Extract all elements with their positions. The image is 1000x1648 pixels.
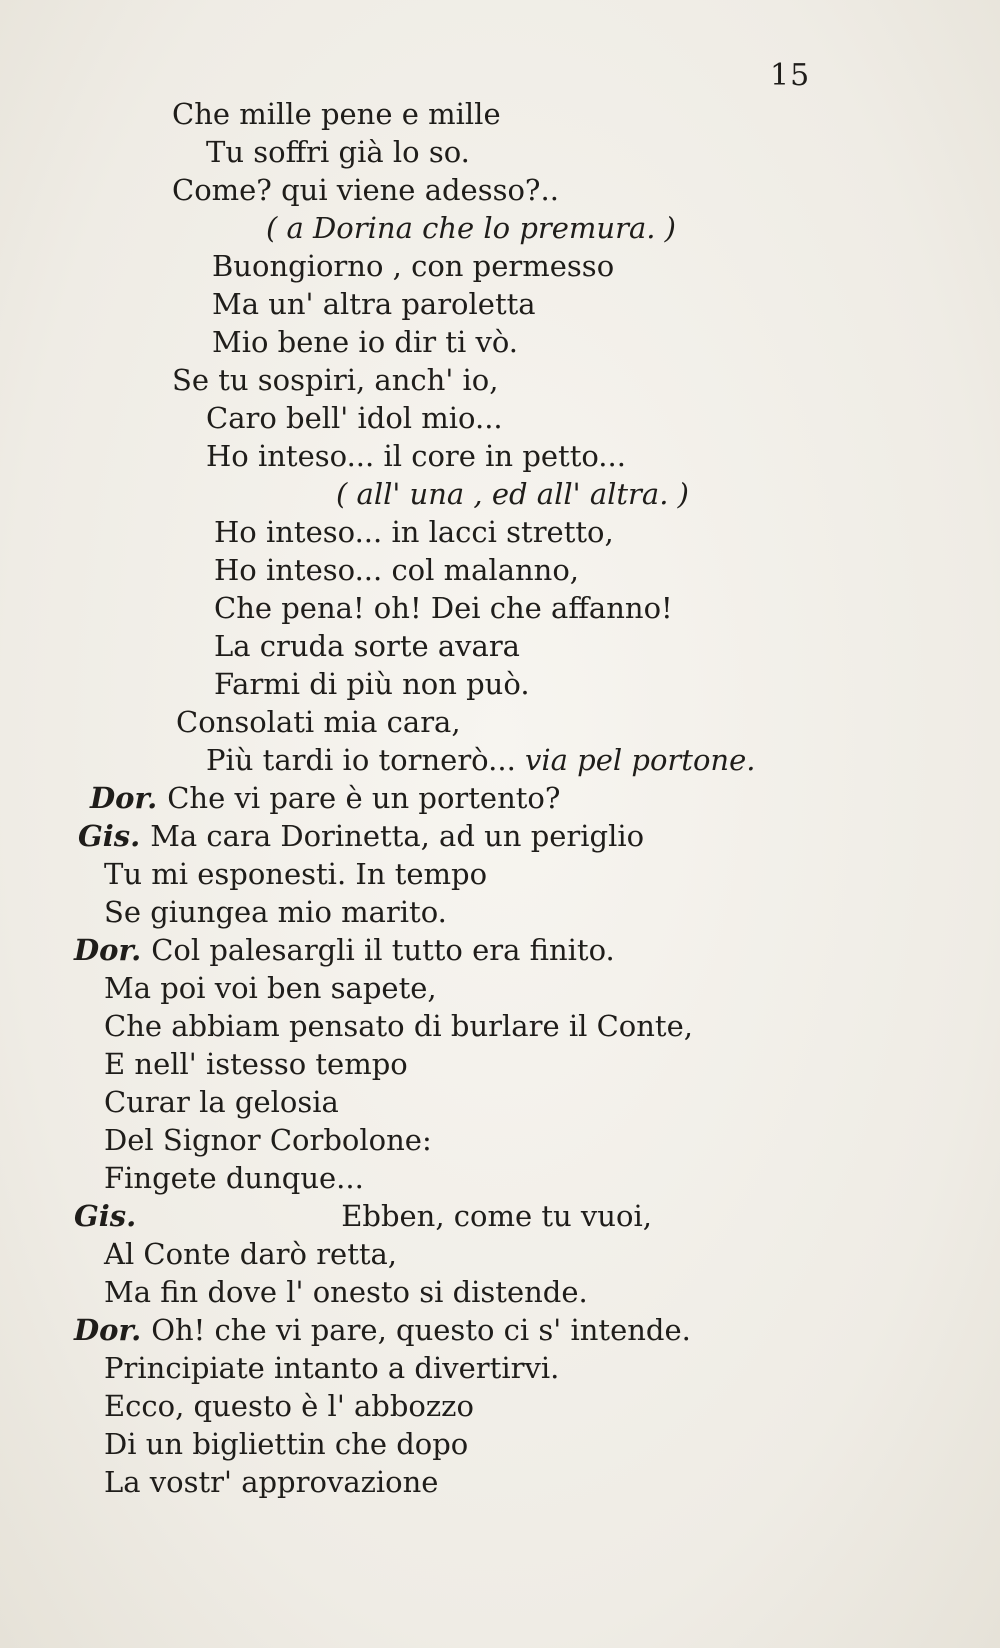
line-text: Fingete dunque... <box>104 1161 364 1195</box>
text-line <box>104 970 437 1006</box>
line-text: Ma cara Dorinetta, ad un periglio <box>150 819 645 853</box>
speaker-label: Gis. <box>78 819 141 853</box>
line-text: Tu mi esponesti. In tempo <box>104 857 488 891</box>
text-line <box>214 666 530 702</box>
dialogue-line <box>78 818 644 854</box>
dialogue-line <box>90 780 560 816</box>
line-text: Di un bigliettin che dopo <box>104 1427 469 1461</box>
text-line <box>172 362 498 398</box>
text-line <box>212 248 614 284</box>
text-line <box>104 1464 438 1500</box>
line-text: Più tardi io tornerò... <box>206 743 516 777</box>
speaker-label: Gis. <box>74 1199 137 1233</box>
text-line <box>214 552 579 588</box>
text-line <box>214 628 520 664</box>
text-line <box>172 96 501 132</box>
speaker-label: Dor. <box>74 1313 142 1347</box>
line-text: Che pena! oh! Dei che affanno! <box>214 591 673 625</box>
line-text: Consolati mia cara, <box>176 705 461 739</box>
line-text: Curar la gelosia <box>104 1085 339 1119</box>
text-line <box>176 704 461 740</box>
line-text: Buongiorno , con permesso <box>212 249 615 283</box>
line-text: Al Conte darò retta, <box>104 1237 398 1271</box>
line-text: Ecco, questo è l' abbozzo <box>104 1389 474 1423</box>
text-line <box>104 1046 408 1082</box>
line-text: Che abbiam pensato di burlare il Conte, <box>104 1009 693 1043</box>
line-text: Ma poi voi ben sapete, <box>104 971 437 1005</box>
line-text: Ma un' altra paroletta <box>212 287 536 321</box>
line-text: Ho inteso... col malanno, <box>214 553 580 587</box>
line-text: Ho inteso... il core in petto... <box>206 439 626 473</box>
speaker-label: Dor. <box>90 781 158 815</box>
text-line <box>172 172 559 208</box>
text-line <box>212 286 536 322</box>
text-line <box>206 134 470 170</box>
line-text: Del Signor Corbolone: <box>104 1123 432 1157</box>
line-text: Che vi pare è un portento? <box>167 781 561 815</box>
line-text: Ebben, come tu vuoi, <box>341 1199 652 1233</box>
text-line <box>104 1008 693 1044</box>
text-line <box>104 1236 397 1272</box>
text-line <box>104 856 487 892</box>
text-line <box>214 590 673 626</box>
line-text: Come? qui viene adesso?.. <box>172 173 559 207</box>
text-line <box>206 438 626 474</box>
stage-direction <box>336 476 689 512</box>
line-text: Ho inteso... in lacci stretto, <box>214 515 614 549</box>
text-line <box>206 400 503 436</box>
page-number: 15 <box>770 58 811 93</box>
dialogue-line <box>74 932 615 968</box>
line-text: Col palesargli il tutto era finito. <box>151 933 615 967</box>
text-line <box>214 514 614 550</box>
line-text: ( all' una , ed all' altra. ) <box>336 477 689 511</box>
dialogue-line <box>74 1198 652 1234</box>
line-text: La vostr' approvazione <box>104 1465 439 1499</box>
line-text: Se giungea mio marito. <box>104 895 447 929</box>
line-text: Caro bell' idol mio... <box>206 401 503 435</box>
line-text: Che mille pene e mille <box>172 97 501 131</box>
line-text: E nell' istesso tempo <box>104 1047 408 1081</box>
line-text: ( a Dorina che lo premura. ) <box>266 211 676 245</box>
line-text: Oh! che vi pare, questo ci s' intende. <box>151 1313 691 1347</box>
stage-direction <box>266 210 676 246</box>
line-text: Farmi di più non può. <box>214 667 530 701</box>
text-line <box>104 1122 432 1158</box>
line-text: La cruda sorte avara <box>214 629 520 663</box>
line-text: Ma fin dove l' onesto si distende. <box>104 1275 588 1309</box>
text-line <box>104 1426 468 1462</box>
text-line <box>212 324 518 360</box>
text-line <box>104 1084 339 1120</box>
dialogue-line <box>74 1312 691 1348</box>
line-text: Principiate intanto a divertirvi. <box>104 1351 560 1385</box>
stage-direction-inline: via pel portone. <box>525 743 756 777</box>
line-text: Mio bene io dir ti vò. <box>212 325 519 359</box>
text-line <box>206 742 755 778</box>
text-line <box>104 894 447 930</box>
line-text: Tu soffri già lo so. <box>206 135 470 169</box>
text-line <box>104 1160 364 1196</box>
text-line <box>104 1388 474 1424</box>
text-line <box>104 1350 559 1386</box>
line-text: Se tu sospiri, anch' io, <box>172 363 499 397</box>
text-line <box>104 1274 588 1310</box>
speaker-label: Dor. <box>74 933 142 967</box>
